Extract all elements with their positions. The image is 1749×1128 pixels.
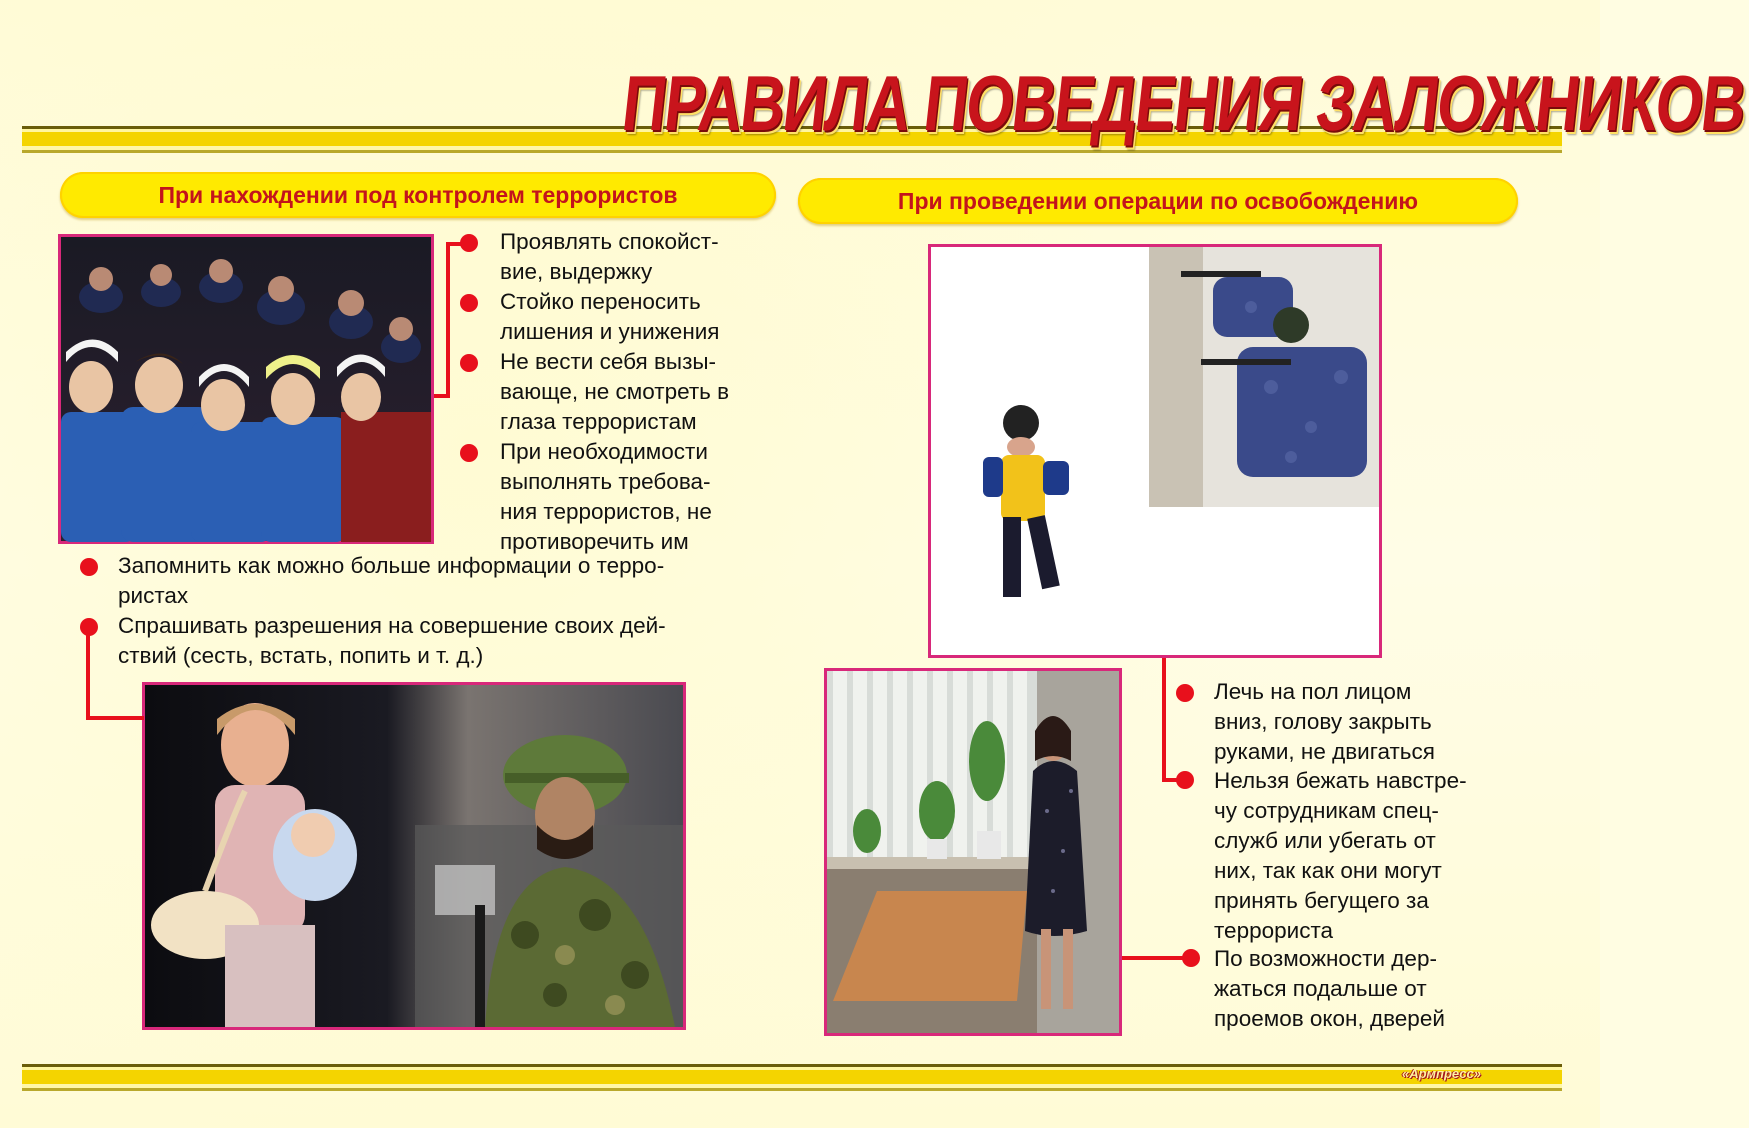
- bullet-dot: [1176, 771, 1194, 789]
- text-line: террориста: [1214, 918, 1334, 943]
- text-line: Не вести себя вызы-: [500, 349, 717, 374]
- right-bullet-3: [1214, 944, 1510, 1034]
- right-bullet-2: [1214, 766, 1510, 946]
- left-section-heading: При нахождении под контролем террористов: [60, 172, 776, 218]
- text-line: чу сотрудникам спец-: [1214, 798, 1439, 823]
- left-wide-bullet-2: [118, 611, 772, 671]
- left-bullet-2: [500, 287, 772, 347]
- text-line: противоречить им: [500, 529, 689, 554]
- text-line: вниз, голову закрыть: [1214, 709, 1432, 734]
- text-line: ния террористов, не: [500, 499, 712, 524]
- title-wrap: [618, 58, 1749, 168]
- photo-woman-room: [824, 668, 1122, 1036]
- bullet-dot: [460, 294, 478, 312]
- bullet-dot: [80, 558, 98, 576]
- text-line: глаза террористам: [500, 409, 697, 434]
- text-line: Стойко переносить: [500, 289, 701, 314]
- photo-hostages-auditorium: [58, 234, 434, 544]
- text-line: них, так как они могут: [1214, 858, 1442, 883]
- text-line: жаться подальше от: [1214, 976, 1427, 1001]
- text-line: ристах: [118, 583, 189, 608]
- connector-right-h2: [1122, 956, 1190, 960]
- text-line: Нельзя бежать навстре-: [1214, 768, 1467, 793]
- text-line: служб или убегать от: [1214, 828, 1436, 853]
- left-bullet-1: [500, 227, 772, 287]
- poster-title: ПРАВИЛА ПОВЕДЕНИЯ ЗАЛОЖНИКОВ: [618, 59, 1749, 147]
- publisher-mark: «Армпресс»: [1402, 1066, 1481, 1081]
- text-line: выполнять требова-: [500, 469, 711, 494]
- left-wide-bullet-1: [118, 551, 772, 611]
- photo-woman-baby-soldier: [142, 682, 686, 1030]
- bottom-rule: [22, 1064, 1562, 1098]
- text-line: ствий (сесть, встать, попить и т. д.): [118, 643, 484, 668]
- photo-child-soldiers-snow: [928, 244, 1382, 658]
- connector-left-top-photo: [434, 394, 450, 398]
- connector-left-top-v: [446, 242, 450, 398]
- bullet-dot: [460, 444, 478, 462]
- connector-right-v1: [1162, 658, 1166, 782]
- left-bullet-4: [500, 437, 772, 557]
- left-bullet-3: [500, 347, 772, 437]
- text-line: вие, выдержку: [500, 259, 653, 284]
- text-line: Лечь на пол лицом: [1214, 679, 1412, 704]
- bullet-dot: [460, 354, 478, 372]
- text-line: Спрашивать разрешения на совершение своих дей-: [118, 613, 666, 638]
- text-line: Запомнить как можно больше информации о терро-: [118, 553, 665, 578]
- bullet-dot: [1182, 949, 1200, 967]
- connector-left-bottom-h: [86, 716, 144, 720]
- text-line: лишения и унижения: [500, 319, 720, 344]
- text-line: руками, не двигаться: [1214, 739, 1435, 764]
- bullet-dot: [80, 618, 98, 636]
- right-bullet-1: [1214, 677, 1510, 767]
- text-line: Проявлять спокойст-: [500, 229, 719, 254]
- text-line: проемов окон, дверей: [1214, 1006, 1445, 1031]
- bullet-dot: [460, 234, 478, 252]
- text-line: При необходимости: [500, 439, 708, 464]
- text-line: вающе, не смотреть в: [500, 379, 730, 404]
- connector-left-bottom-v: [86, 626, 90, 720]
- text-line: По возможности дер-: [1214, 946, 1437, 971]
- bullet-dot: [1176, 684, 1194, 702]
- text-line: принять бегущего за: [1214, 888, 1429, 913]
- right-section-heading: При проведении операции по освобождению: [798, 178, 1518, 224]
